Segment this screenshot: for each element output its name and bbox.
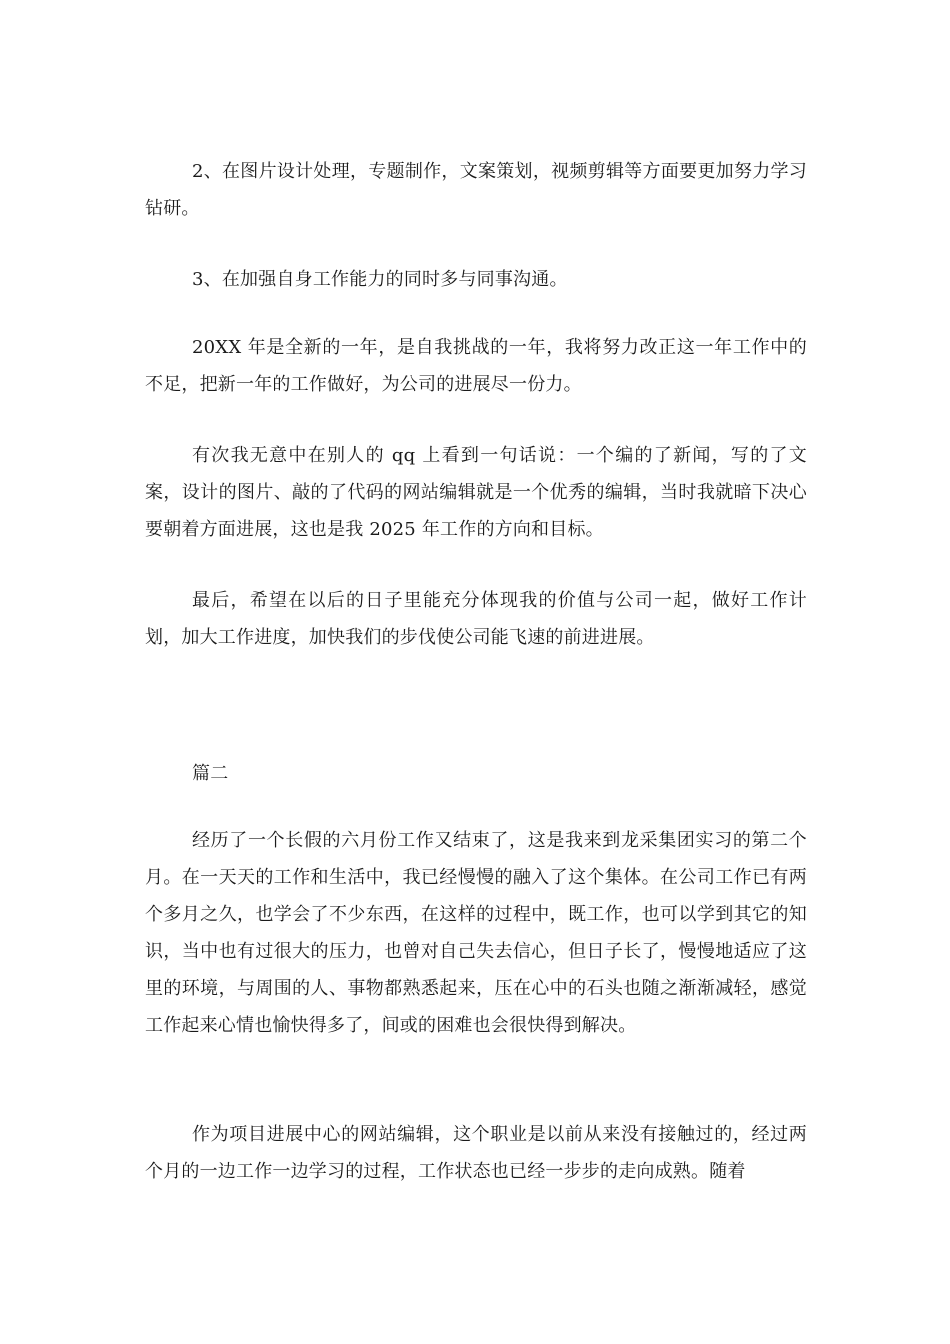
paragraph-conclusion: 最后，希望在以后的日子里能充分体现我的价值与公司一起，做好工作计划，加大工作进度，加快我们的步伐使公司能飞速的前进进展。: [145, 590, 807, 648]
section-heading: 篇二: [192, 763, 229, 784]
paragraph-new-year: 20XX 年是全新的一年，是自我挑战的一年，我将努力改正这一年工作中的不足，把新一年的工作做好，为公司的进展尽一份力。: [145, 337, 807, 395]
paragraph-editor-role: 作为项目进展中心的网站编辑，这个职业是以前从来没有接触过的，经过两个月的一边工作一边学习的过程，工作状态也已经一步步的走向成熟。随着: [145, 1124, 807, 1182]
paragraph-goal: 有次我无意中在别人的 qq 上看到一句话说：一个编的了新闻，写的了文案，设计的图片、敲的了代码的网站编辑就是一个优秀的编辑，当时我就暗下决心要朝着方面进展，这也是我 2025 年工作的方向和目标。: [145, 445, 807, 540]
paragraph-item-3: 3、在加强自身工作能力的同时多与同事沟通。: [192, 269, 568, 290]
paragraph-internship: 经历了一个长假的六月份工作又结束了，这是我来到龙采集团实习的第二个月。在一天天的工作和生活中，我已经慢慢的融入了这个集体。在公司工作已有两个多月之久，也学会了不少东西，在这样的过程中，既工作，也可以学到其它的知识，当中也有过很大的压力，也曾对自己失去信心，但日子长了，慢慢地适应了这里的环境，与周围的人、事物都熟悉起来，压在心中的石头也随之渐渐减轻，感觉工作起来心情也愉快得多了，间或的困难也会很快得到解决。: [145, 830, 807, 1036]
paragraph-item-2: 2、在图片设计处理，专题制作，文案策划，视频剪辑等方面要更加努力学习钻研。: [145, 161, 807, 219]
